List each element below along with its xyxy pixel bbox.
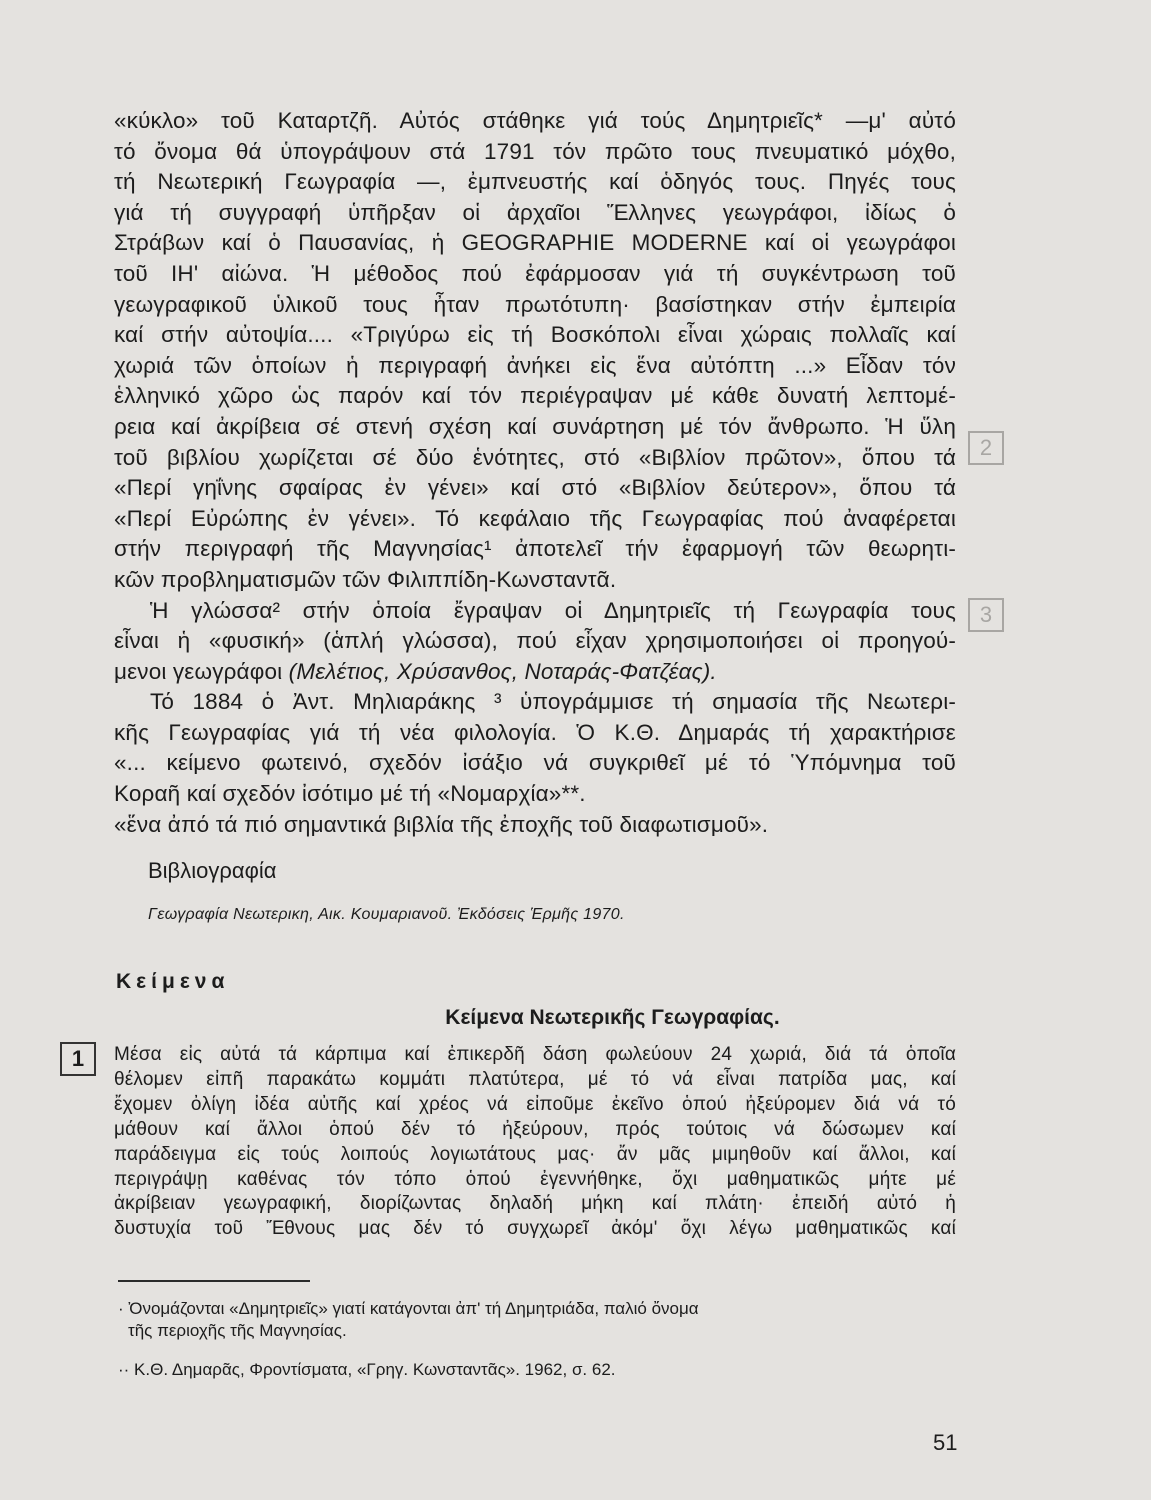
text-line: γεωγραφικοῦ ὑλικοῦ τους ἦταν πρωτότυπη· βασίστηκαν στήν ἐμπειρία bbox=[114, 291, 956, 317]
text-line: «Περί γηΐνης σφαίρας ἐν γένει» καί στό «Βιβλίον δεύτερον», ὅπου τά bbox=[114, 475, 956, 501]
text-line: «... κείμενο φωτεινό, σχεδόν ἰσάξιο νά συγκριθεῖ μέ τό Ὑπόμνημα τοῦ bbox=[114, 750, 956, 776]
text-line: γιά τή συγγραφή ὑπῆρξαν οἱ ἀρχαῖοι Ἕλληνες γεωγράφοι, ἰδίως ὁ bbox=[114, 199, 956, 225]
text-line: «ἕνα ἀπό τά πιό σημαντικά βιβλία τῆς ἐποχῆς τοῦ διαφωτισμοῦ». bbox=[114, 811, 769, 837]
excerpt-line: δυστυχία τοῦ Ἔθνους μας δέν τό συγχωρεῖ ἀκόμ' ὄχι λέγω μαθηματικῶς καί bbox=[114, 1218, 956, 1240]
bibliography-entry: Γεωγραφία Νεωτερικη, Αικ. Κουμαριανοῦ. Ἐκδόσεις Ἑρμῆς 1970. bbox=[148, 906, 625, 923]
excerpt-number-box: 1 bbox=[60, 1042, 96, 1076]
text-line: Στράβων καί ὁ Παυσανίας, ἡ GEOGRAPHIE MODERNE καί οἱ γεωγράφοι bbox=[114, 230, 956, 256]
footnote-2: ·· Κ.Θ. Δημαρᾶς, Φροντίσματα, «Γρηγ. Κωνσταντᾶς». 1962, σ. 62. bbox=[118, 1360, 616, 1379]
text-line: τοῦ βιβλίου χωρίζεται σέ δύο ἑνότητες, στό «Βιβλίον πρῶτον», ὅπου τά bbox=[114, 444, 956, 470]
text-line bbox=[114, 657, 956, 688]
italic-authors: (Μελέτιος, Χρύσανθος, Νοταράς-Φατζέας). bbox=[288, 658, 717, 684]
text-line: «Περί Εὐρώπης ἐν γένει». Τό κεφάλαιο τῆς Γεωγραφίας πού ἀναφέρεται bbox=[114, 505, 956, 531]
text-line: ἑλληνικό χῶρο ὡς παρόν καί τόν περιέγραψαν μέ κάθε δυνατή λεπτομέ- bbox=[114, 383, 956, 409]
text-line: καί στήν αὐτοψία.... «Τριγύρω εἰς τή Βοσκόπολι εἶναι χώραις πολλαῖς καί bbox=[114, 322, 956, 348]
text-line: Τό 1884 ὁ Ἀντ. Μηλιαράκης ³ ὑπογράμμισε τή σημασία τῆς Νεωτερι- bbox=[150, 689, 956, 715]
text-line: Ἡ γλώσσα² στήν ὁποία ἔγραψαν οἱ Δημητριεῖς τή Γεωγραφία τους bbox=[150, 597, 956, 623]
text-line: κῶν προβληματισμῶν τῶν Φιλιππίδη-Κωνσταντᾶ. bbox=[114, 566, 617, 592]
excerpt-line: ἔχομεν ὀλίγη ἰδέα αὐτῆς καί χρέος νά εἰποῦμε ἐκεῖνο ὁπού ἠξεύρομεν διά νά τό bbox=[114, 1093, 956, 1115]
section-title: Κείμενα Νεωτερικῆς Γεωγραφίας. bbox=[445, 1006, 780, 1029]
bibliography-heading: Βιβλιογραφία bbox=[148, 858, 277, 883]
footnote-1-line: · Ὀνομάζονται «Δημητριεῖς» γιατί κατάγονται ἀπ' τή Δημητριάδα, παλιό ὄνομα bbox=[118, 1299, 699, 1318]
text-span: μενοι γεωγράφοι bbox=[114, 658, 289, 684]
text-line: ρεια καί ἀκρίβεια σέ στενή σχέση καί συνάρτηση μέ τόν ἄνθρωπο. Ἡ ὕλη bbox=[114, 413, 956, 439]
margin-mark-3: 3 bbox=[968, 598, 1004, 632]
text-line: τή Νεωτερική Γεωγραφία —, ἐμπνευστής καί ὁδηγός τους. Πηγές τους bbox=[114, 169, 956, 195]
text-line: τό ὄνομα θά ὑπογράψουν στά 1791 τόν πρῶτο τους πνευματικό μόχθο, bbox=[114, 138, 956, 164]
excerpt-line: παράδειγμα εἰς τούς λοιπούς λογιωτάτους μας· ἄν μᾶς μιμηθοῦν καί ἄλλοι, καί bbox=[114, 1143, 956, 1165]
excerpt-line: Μέσα εἰς αὐτά τά κάρπιμα καί ἐπικερδῆ δάση φωλεύουν 24 χωριά, διά τά ὁποῖα bbox=[114, 1044, 956, 1065]
text-line: εἶναι ἡ «φυσική» (ἁπλή γλώσσα), πού εἶχαν χρησιμοποιήσει οἱ προηγού- bbox=[114, 628, 956, 654]
footnote-1-line: τῆς περιοχῆς τῆς Μαγνησίας. bbox=[128, 1321, 347, 1340]
excerpt-line: μάθουν καί ἄλλοι ὁπού δέν τό ἠξεύρουν, πρός τούτοις νά δώσωμεν καί bbox=[114, 1118, 956, 1140]
text-line: στήν περιγραφή τῆς Μαγνησίας¹ ἀποτελεῖ τήν ἐφαρμογή τῶν θεωρητι- bbox=[114, 536, 956, 562]
margin-mark-2: 2 bbox=[968, 431, 1004, 465]
footnote-1 bbox=[118, 1298, 948, 1342]
excerpt-line: περιγράψῃ καθένας τόν τόπο ὁπού ἐγεννήθηκε, ὄχι μαθηματικῶς μήτε μέ bbox=[114, 1168, 956, 1190]
text-line: κῆς Γεωγραφίας γιά τή νέα φιλολογία. Ὁ Κ.Θ. Δημαράς τή χαρακτήρισε bbox=[114, 719, 956, 745]
footnote-divider bbox=[118, 1280, 310, 1282]
text-line: χωριά τῶν ὁποίων ἡ περιγραφή ἀνήκει εἰς ἕνα αὐτόπτη ...» Εἶδαν τόν bbox=[114, 352, 956, 378]
excerpt-line: θέλομεν εἰπῆ παρακάτω κομμάτι πλατύτερα, μέ τό νά εἶναι πατρίδα μας, καί bbox=[114, 1068, 956, 1090]
section-label: Κείμενα bbox=[116, 970, 230, 993]
page-number: 51 bbox=[933, 1430, 958, 1455]
text-line: Κοραῆ καί σχεδόν ἰσότιμο μέ τή «Νομαρχία»**. bbox=[114, 781, 586, 807]
main-body-text bbox=[114, 106, 956, 840]
text-line: «κύκλο» τοῦ Καταρτζῆ. Αὐτός στάθηκε γιά τούς Δημητριεῖς* —μ' αὐτό bbox=[114, 108, 956, 133]
excerpt-line: ἀκρίβειαν γεωγραφική, διορίζωντας δηλαδή μήκη καί πλάτη· ἐπειδή αὐτό ἡ bbox=[114, 1193, 956, 1215]
text-line: τοῦ ΙΗ' αἰώνα. Ἡ μέθοδος πού ἐφάρμοσαν γιά τή συγκέντρωση τοῦ bbox=[114, 260, 956, 286]
text-excerpt bbox=[114, 1043, 956, 1242]
footnotes bbox=[118, 1298, 948, 1398]
